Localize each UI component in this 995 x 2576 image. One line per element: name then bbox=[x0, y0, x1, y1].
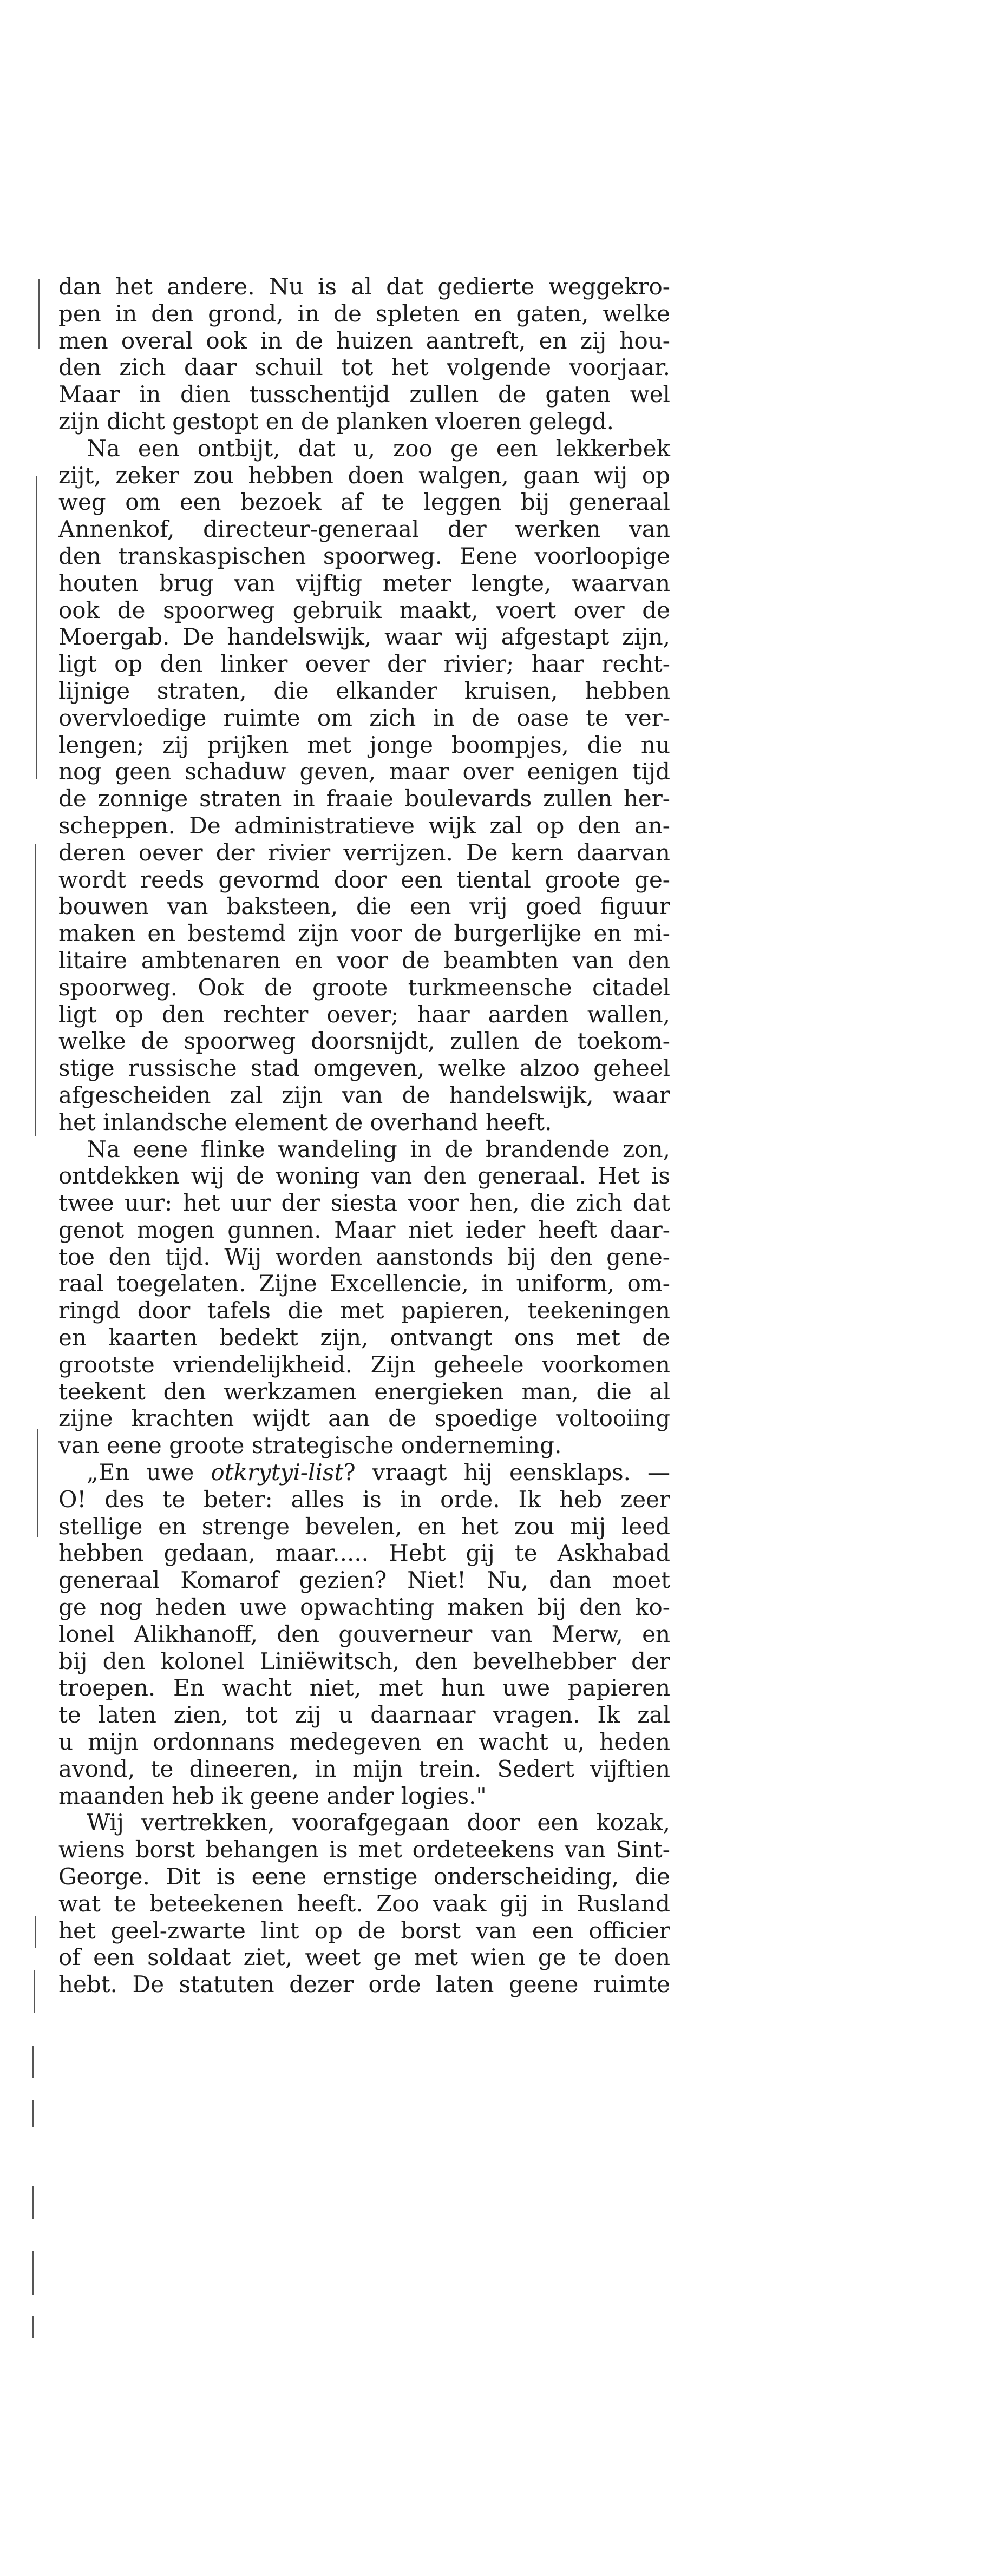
margin-mark bbox=[38, 279, 40, 349]
text-line: bouwen van baksteen, die een vrij goed figuur bbox=[58, 893, 670, 920]
text-line: wat te beteekenen heeft. Zoo vaak gij in Rusland bbox=[58, 1890, 670, 1917]
margin-mark bbox=[35, 844, 36, 1136]
text-line: stige russische stad omgeven, welke alzoo geheel bbox=[58, 1055, 670, 1082]
text-line: genot mogen gunnen. Maar niet ieder heeft daar- bbox=[58, 1216, 670, 1243]
text-line: houten brug van vijftig meter lengte, waarvan bbox=[58, 569, 670, 596]
text-line: ligt op den linker oever der rivier; haar recht- bbox=[58, 650, 670, 678]
text-line: Na eene flinke wandeling in de brandende zon, bbox=[87, 1135, 670, 1162]
text-line: maanden heb ik geene ander logies." bbox=[58, 1782, 487, 1809]
text-line: generaal Komarof gezien? Niet! Nu, dan moet bbox=[58, 1567, 670, 1594]
text-line: wiens borst behangen is met ordeteekens van Sint- bbox=[58, 1836, 670, 1863]
text-line: weg om een bezoek af te leggen bij generaal bbox=[58, 489, 670, 516]
text-line: wordt reeds gevormd door een tiental groote ge- bbox=[58, 866, 670, 893]
text-line: en kaarten bedekt zijn, ontvangt ons met de bbox=[58, 1324, 670, 1351]
text-line: Annenkof, directeur-generaal der werken van bbox=[58, 516, 670, 543]
text-line: van eene groote strategische onderneming. bbox=[58, 1432, 562, 1459]
text-line: stellige en strenge bevelen, en het zou mij leed bbox=[58, 1513, 670, 1540]
paragraph bbox=[58, 435, 670, 1136]
text-line: afgescheiden zal zijn van de handelswijk, waar bbox=[58, 1081, 670, 1108]
margin-mark bbox=[37, 1429, 38, 1537]
margin-mark bbox=[32, 2316, 34, 2338]
text-column bbox=[58, 273, 670, 1998]
text-line: toe den tijd. Wij worden aanstonds bij den gene- bbox=[58, 1243, 670, 1270]
text-line: Maar in dien tusschentijd zullen de gaten wel bbox=[58, 381, 670, 408]
text-line: het inlandsche element de overhand heeft. bbox=[58, 1108, 552, 1135]
text-line: zijt, zeker zou hebben doen walgen, gaan wij op bbox=[58, 462, 670, 489]
text-line: spoorweg. Ook de groote turkmeensche citadel bbox=[58, 974, 670, 1001]
text-line: Wij vertrekken, voorafgegaan door een kozak, bbox=[87, 1809, 670, 1836]
paragraph bbox=[58, 1459, 670, 1809]
text-line: pen in den grond, in de spleten en gaten, welke bbox=[58, 300, 670, 327]
text-line: O! des te beter: alles is in orde. Ik heb zeer bbox=[58, 1486, 670, 1513]
text-line: twee uur: het uur der siesta voor hen, die zich dat bbox=[58, 1190, 670, 1217]
text-line: maken en bestemd zijn voor de burgerlijke en mi- bbox=[58, 920, 670, 947]
text-line: scheppen. De administratieve wijk zal op den an- bbox=[58, 812, 670, 839]
text-line: dan het andere. Nu is al dat gedierte weggekro- bbox=[58, 273, 670, 300]
text-line: ge nog heden uwe opwachting maken bij den ko- bbox=[58, 1594, 670, 1621]
text-line: de zonnige straten in fraaie boulevards zullen her- bbox=[58, 785, 670, 812]
text-line: lonel Alikhanoff, den gouverneur van Merw, en bbox=[58, 1620, 670, 1647]
italic-term: otkrytyi-list bbox=[211, 1459, 344, 1486]
margin-mark bbox=[32, 2186, 34, 2219]
text-line: troepen. En wacht niet, met hun uwe papieren bbox=[58, 1674, 670, 1701]
text-fragment: „En uwe bbox=[87, 1459, 211, 1486]
text-line: raal toegelaten. Zijne Excellencie, in uniform, om- bbox=[58, 1270, 670, 1297]
margin-mark bbox=[35, 1916, 36, 1948]
margin-mark bbox=[36, 476, 37, 779]
text-line: hebt. De statuten dezer orde laten geene ruimte bbox=[58, 1971, 670, 1998]
text-line: hebben gedaan, maar..... Hebt gij te Askhabad bbox=[58, 1540, 670, 1567]
text-line: deren oever der rivier verrijzen. De kern daarvan bbox=[58, 839, 670, 866]
margin-mark bbox=[34, 1970, 35, 2013]
text-line: Na een ontbijt, dat u, zoo ge een lekkerbek bbox=[87, 435, 670, 462]
margin-mark bbox=[32, 2046, 34, 2078]
text-line bbox=[58, 1459, 670, 1486]
text-line: welke de spoorweg doorsnijdt, zullen de toekom- bbox=[58, 1028, 670, 1055]
margin-mark bbox=[32, 2100, 34, 2127]
text-line: ligt op den rechter oever; haar aarden wallen, bbox=[58, 1001, 670, 1028]
text-line: of een soldaat ziet, weet ge met wien ge te doen bbox=[58, 1944, 670, 1971]
text-line: het geel-zwarte lint op de borst van een officier bbox=[58, 1917, 670, 1944]
text-line: Moergab. De handelswijk, waar wij afgestapt zijn, bbox=[58, 623, 670, 650]
text-line: zijne krachten wijdt aan de spoedige voltooiing bbox=[58, 1405, 670, 1432]
text-line: lengen; zij prijken met jonge boompjes, die nu bbox=[58, 731, 670, 758]
text-line: u mijn ordonnans medegeven en wacht u, heden bbox=[58, 1729, 670, 1756]
text-line: George. Dit is eene ernstige onderscheiding, die bbox=[58, 1863, 670, 1890]
text-line: overvloedige ruimte om zich in de oase te ver- bbox=[58, 704, 670, 731]
text-line: den zich daar schuil tot het volgende voorjaar. bbox=[58, 354, 670, 381]
paragraph bbox=[58, 1136, 670, 1460]
text-line: zijn dicht gestopt en de planken vloeren gelegd. bbox=[58, 408, 614, 435]
text-line: den transkaspischen spoorweg. Eene voorloopige bbox=[58, 542, 670, 569]
text-line: lijnige straten, die elkander kruisen, hebben bbox=[58, 677, 670, 704]
text-line: ontdekken wij de woning van den generaal. Het is bbox=[58, 1162, 670, 1190]
text-line: grootste vriendelijkheid. Zijn geheele voorkomen bbox=[58, 1351, 670, 1378]
paragraph bbox=[58, 273, 670, 435]
text-line: men overal ook in de huizen aantreft, en zij hou- bbox=[58, 327, 670, 354]
text-line: teekent den werkzamen energieken man, die al bbox=[58, 1378, 670, 1405]
text-line: te laten zien, tot zij u daarnaar vragen. Ik zal bbox=[58, 1701, 670, 1729]
margin-mark bbox=[32, 2251, 34, 2295]
text-line: ook de spoorweg gebruik maakt, voert over de bbox=[58, 596, 670, 623]
text-line: nog geen schaduw geven, maar over eenigen tijd bbox=[58, 758, 670, 785]
text-fragment: ? vraagt hij eensklaps. — bbox=[343, 1459, 670, 1486]
text-line: bij den kolonel Liniëwitsch, den bevelhebber der bbox=[58, 1647, 670, 1674]
text-line: litaire ambtenaren en voor de beambten van den bbox=[58, 947, 670, 974]
text-line: avond, te dineeren, in mijn trein. Sedert vijftien bbox=[58, 1755, 670, 1782]
text-line: ringd door tafels die met papieren, teekeningen bbox=[58, 1297, 670, 1324]
paragraph bbox=[58, 1809, 670, 1998]
